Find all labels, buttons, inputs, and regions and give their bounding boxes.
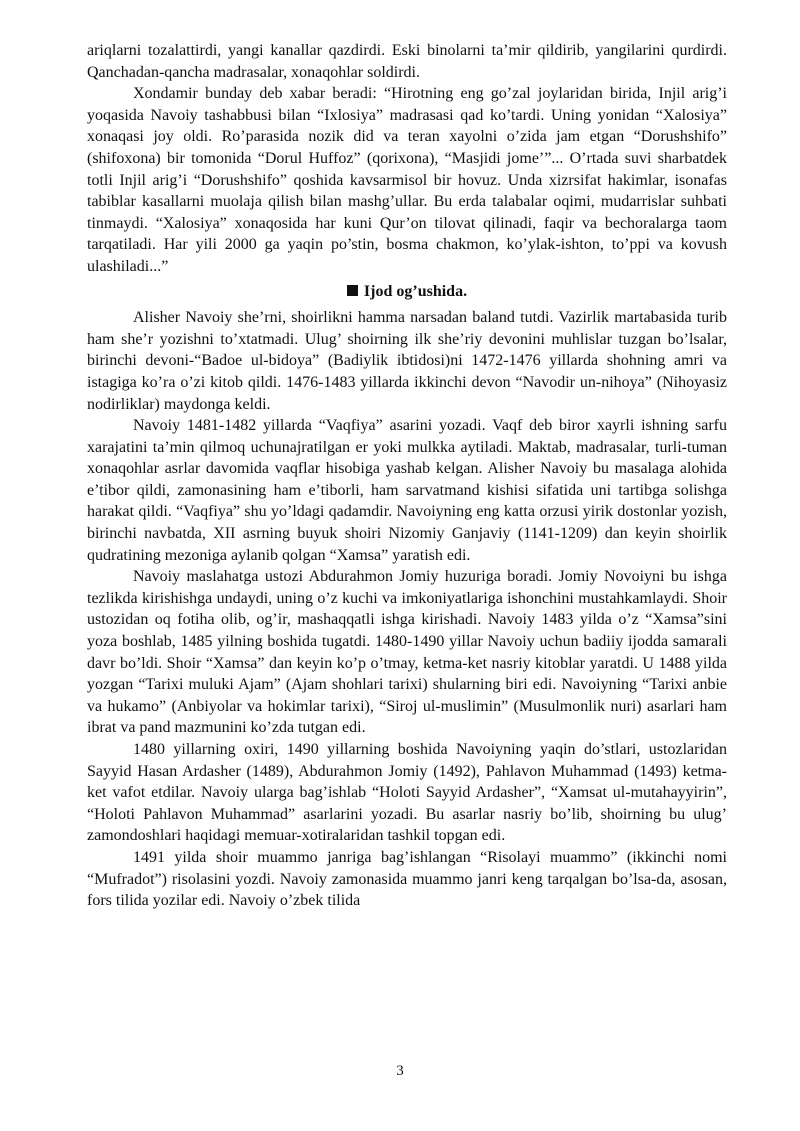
paragraph: Xondamir bunday deb xabar beradi: “Hirotning eng go’zal joylaridan birida, Injil arig’i yoqasida Navoiy tashabbusi bilan “Ixlosiya” madrasasi qad ko’tardi. Uning yonidan “Xalosiya” xonaqasi joy oldi. Ro’parasida nozik did va teran xayolni o’zida jam etgan “Dorushshifo” (shifoxona) bir tomonida “Dorul Huffoz” (qorixona), “Masjidi jome’”... O’rtada suvi sharbatdek totli Injil arig’i “Dorushshifo” qoshida kavsarmisol bir hovuz. Unda xizrsifat hakimlar, isonafas tabiblar kasallarni muolaja qilish bilan mashg’ullar. Bu erda talabalar oqimi, mudarrislar suhbati tinmaydi. “Xalosiya” xonaqosida har kuni Qur’on tilovat qilinadi, faqir va bechoralarga taom tarqatiladi. Har yili 2000 ga yaqin po’stin, bosma chakmon, ko’ylak-ishton, to’ppi va kovush ulashiladi...”: [87, 85, 727, 275]
paragraph: 1480 yillarning oxiri, 1490 yillarning boshida Navoiyning yaqin do’stlari, ustozlaridan Sayyid Hasan Ardasher (1489), Abdurahmon Jomiy (1492), Pahlavon Muhammad (1493) ketma-ket vafot etdilar. Navoiy ularga bag’ishlab “Holoti Sayyid Ardasher”, “Xamsat ul-mutahayyirin”, “Holoti Pahlavon Muhammad” asarlarini yozadi. Bu asarlar nasriy bo’lib, shoirning bu ulug’ zamondoshlari haqidagi memuar-xotiralaridan tashkil topgan edi.: [87, 741, 727, 845]
paragraph: 1491 yilda shoir muammo janriga bag’ishlangan “Risolayi muammo” (ikkinchi nomi “Mufradot”) risolasini yozdi. Navoiy zamonasida muammo janri keng tarqalgan bo’lsa-da, asosan, fors tilida yozilar edi. Navoiy o’zbek tilida: [87, 848, 727, 910]
page-number: 3: [396, 1063, 404, 1079]
section-heading-text: Ijod og’ushida.: [363, 282, 468, 300]
black-square-bullet-icon: [347, 285, 358, 296]
section-heading: [87, 281, 727, 303]
paragraph: ariqlarni tozalattirdi, yangi kanallar qazdirdi. Eski binolarni ta’mir qildirib, yangilarini qurdirdi. Qanchadan-qancha madrasalar, xonaqohlar soldirdi.: [87, 42, 727, 81]
page-body: [87, 40, 727, 912]
paragraph: Alisher Navoiy she’rni, shoirlikni hamma narsadan baland tutdi. Vazirlik martabasida turib ham she’r yozishni to’xtatmadi. Ulug’ shoirning ilk she’riy devonini muhlislar tuzgan bo’lsalar, birinchi devoni-“Badoe ul-bidoya” (Badiylik ibtidosi)ni 1472-1476 yillarda shohning amri va istagiga ko’ra o’zi kitob qildi. 1476-1483 yillarda ikkinchi devon “Navodir un-nihoya” (Nihoyasiz nodirliklar) maydonga keldi.: [87, 309, 727, 413]
paragraph: Navoiy maslahatga ustozi Abdurahmon Jomiy huzuriga boradi. Jomiy Novoiyni bu ishga tezlikda kirishishga undaydi, uning o’z kuchi va imkoniyatlariga ishonchini mustahkamlaydi. Shoir ustozidan oq fotiha olib, og’ir, mashaqqatli ishga kirishadi. Navoiy 1483 yilda o’z “Xamsa”sini yoza boshlab, 1485 yilning boshida tugatdi. 1480-1490 yillar Navoiy uchun badiiy ijodda samarali davr bo’ldi. Shoir “Xamsa” dan keyin ko’p o’tmay, ketma-ket nasriy kitoblar yaratdi. U 1488 yilda yozgan “Tarixi muluki Ajam” (Ajam shohlari tarixi) shularning biri edi. Navoiyning “Tarixi anbie va hukamo” (Anbiyolar va hokimlar tarixi), “Siroj ul-muslimin” (Musulmonlik nuri) asarlari ham ibrat va pand mazmunini ko’zda tutgan edi.: [87, 568, 727, 737]
paragraph: Navoiy 1481-1482 yillarda “Vaqfiya” asarini yozadi. Vaqf deb biror xayrli ishning sarfu xarajatini ta’min qilmoq uchunajratilgan er yoki mulkka aytiladi. Maktab, madrasalar, turli-tuman xonaqohlar asrlar davomida vaqflar hisobiga yashab kelgan. Alisher Navoiy bu masalaga alohida e’tibor qildi, zamonasining ham e’tiborli, ham sarvatmand kishisi sifatida uni tartibga solishga harakat qildi. “Vaqfiya” shu yo’ldagi qadamdir. Navoiyning eng katta orzusi yirik dostonlar yozish, birinchi navbatda, XII asrning buyuk shoiri Nizomiy Ganjaviy (1141-1209) dan keyin shoirlik qudratining mezoniga aylanib qolgan “Xamsa” yaratish edi.: [87, 417, 727, 564]
